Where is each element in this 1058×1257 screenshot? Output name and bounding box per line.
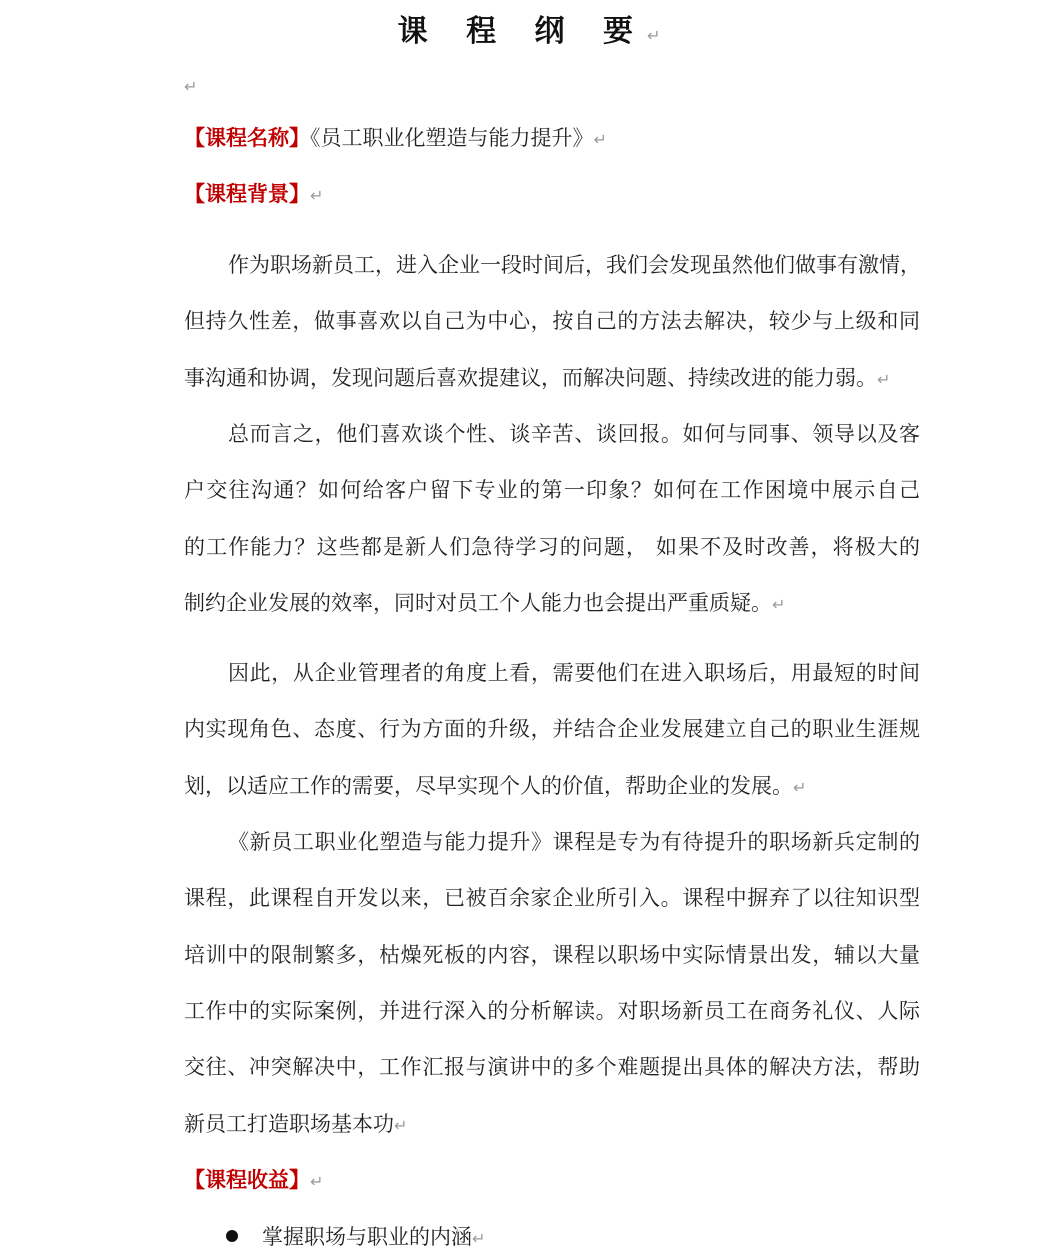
- paragraph-mark-icon: ↵: [593, 130, 607, 149]
- background-line: 作为职场新员工，进入企业一段时间后，我们会发现虽然他们做事有激情，: [228, 253, 921, 277]
- background-line: 培训中的限制繁多，枯燥死板的内容，课程以职场中实际情景出发，辅以大量: [184, 943, 920, 967]
- background-line: 但持久性差，做事喜欢以自己为中心，按自己的方法去解决，较少与上级和同: [184, 309, 920, 333]
- background-line: 划，以适应工作的需要，尽早实现个人的价值，帮助企业的发展。↵: [184, 774, 807, 798]
- background-line: 总而言之，他们喜欢谈个性、谈辛苦、谈回报。如何与同事、领导以及客: [228, 422, 920, 446]
- paragraph-mark-icon: ↵: [646, 26, 661, 45]
- background-line: 交往、冲突解决中，工作汇报与演讲中的多个难题提出具体的解决方法，帮助: [184, 1055, 920, 1079]
- background-line: 课程，此课程自开发以来，已被百余家企业所引入。课程中摒弃了以往知识型: [184, 886, 920, 910]
- empty-paragraph: [184, 70, 920, 102]
- paragraph-mark-icon: ↵: [793, 778, 807, 797]
- background-line: 事沟通和协调，发现问题后喜欢提建议，而解决问题、持续改进的能力弱。↵: [184, 366, 891, 390]
- background-line: 的工作能力？这些都是新人们急待学习的问题， 如果不及时改善，将极大的: [184, 535, 920, 559]
- bullet-icon: [226, 1230, 238, 1242]
- background-line: 户交往沟通？如何给客户留下专业的第一印象？如何在工作困境中展示自己: [184, 478, 920, 502]
- course-background-heading: [184, 179, 920, 211]
- paragraph-mark-icon: ↵: [310, 186, 324, 205]
- background-line: 新员工打造职场基本功↵: [184, 1112, 408, 1136]
- background-line: 内实现角色、态度、行为方面的升级，并结合企业发展建立自己的职业生涯规: [184, 717, 920, 741]
- benefit-item-text: 掌握职场与职业的内涵: [262, 1225, 472, 1249]
- document-title: 课 程 纲 要↵: [397, 14, 661, 49]
- course-name-label: 【课程名称】: [184, 126, 310, 150]
- course-name-value: 《员工职业化塑造与能力提升》: [310, 126, 594, 150]
- course-benefits-label: 【课程收益】: [184, 1168, 310, 1192]
- course-name-row: [184, 123, 920, 155]
- paragraph-mark-icon: ↵: [184, 77, 198, 96]
- background-line: 因此，从企业管理者的角度上看，需要他们在进入职场后，用最短的时间: [228, 661, 920, 685]
- course-background-label: 【课程背景】: [184, 182, 310, 206]
- paragraph-mark-icon: ↵: [310, 1172, 324, 1191]
- background-line: 制约企业发展的效率，同时对员工个人能力也会提出严重质疑。↵: [184, 591, 786, 615]
- paragraph-mark-icon: ↵: [394, 1116, 408, 1135]
- list-item: [226, 1222, 485, 1254]
- paragraph-mark-icon: ↵: [877, 370, 891, 389]
- background-line: 《新员工职业化塑造与能力提升》课程是专为有待提升的职场新兵定制的: [228, 830, 920, 854]
- course-benefits-heading: [184, 1165, 920, 1197]
- paragraph-mark-icon: ↵: [772, 595, 786, 614]
- background-line: 工作中的实际案例，并进行深入的分析解读。对职场新员工在商务礼仪、人际: [184, 999, 920, 1023]
- paragraph-mark-icon: ↵: [472, 1229, 486, 1248]
